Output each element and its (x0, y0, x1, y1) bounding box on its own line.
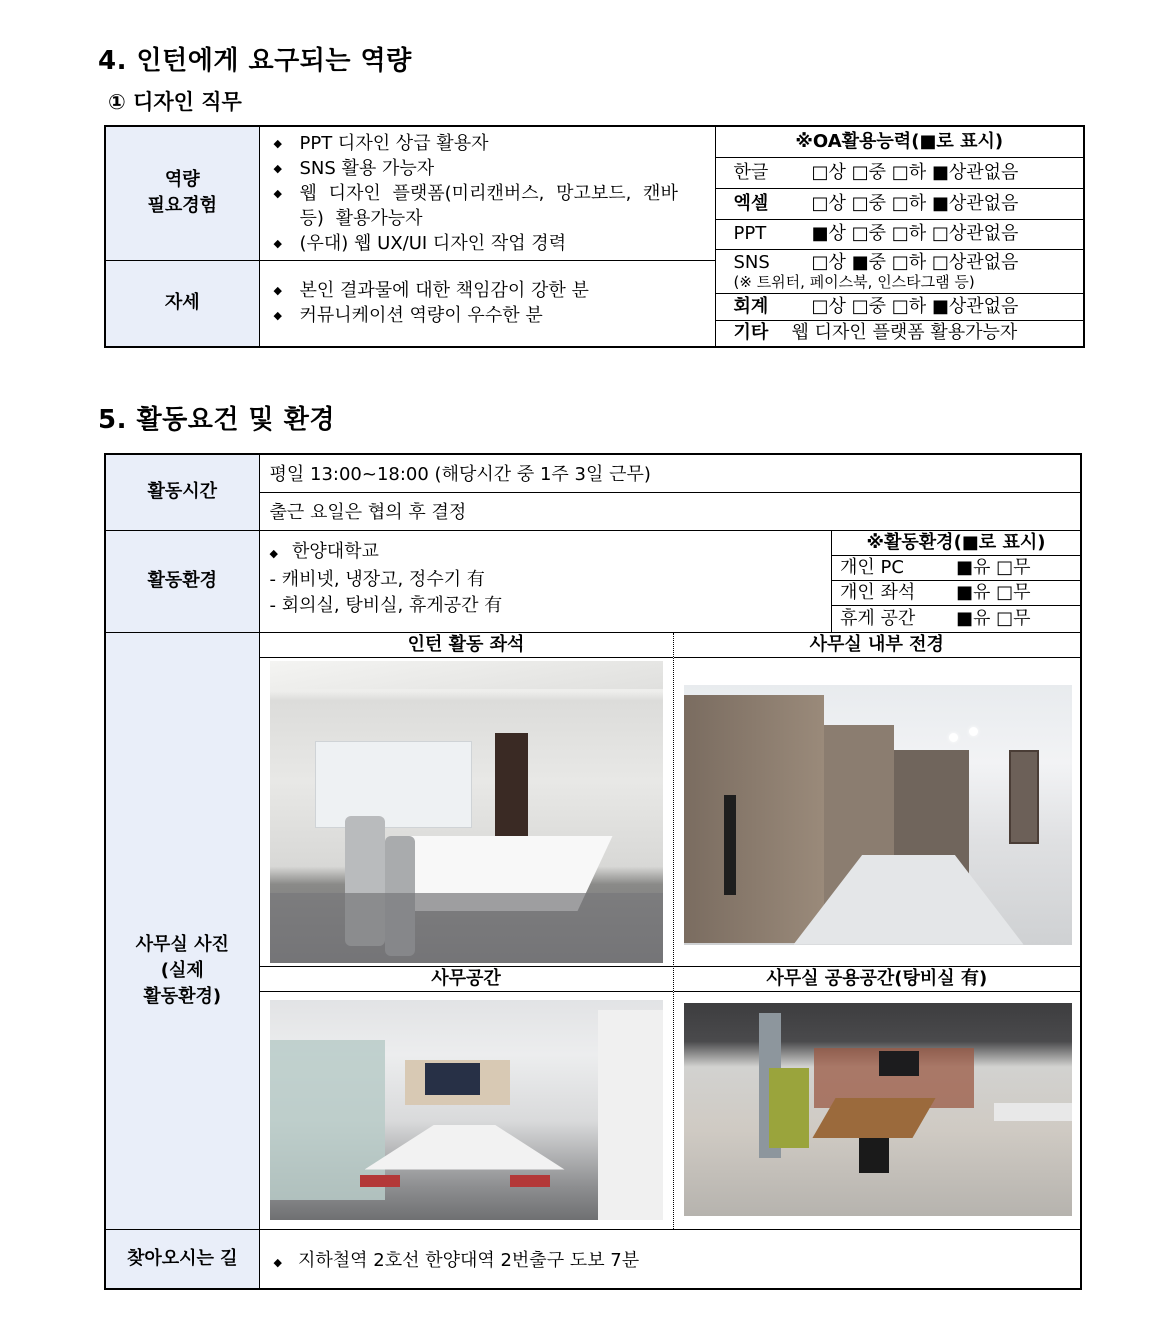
oa-row-other (716, 320, 1084, 346)
diamond-bullet-icon: ◆ (273, 1255, 282, 1269)
oa-value: □상 □중 □하 ■상관없음 (811, 161, 1019, 183)
bullet-item: ◆ 웹 디자인 플랫폼(미리캔버스, 망고보드, 캔바 등) 활용가능자 (274, 181, 701, 231)
directions-text: 지하철역 2호선 한양대역 2번출구 도보 7분 (297, 1249, 640, 1271)
label-line: 필요경험 (147, 195, 218, 217)
section-4-subtitle: ① 디자인 직무 (108, 90, 242, 114)
photo-caption: 사무실 공용공간(탕비실 有) (674, 966, 1081, 992)
hallway-photo (684, 685, 1072, 945)
hours-line-2: 출근 요일은 협의 후 결정 (259, 492, 1081, 530)
oa-value: □상 □중 □하 ■상관없음 (811, 295, 1019, 317)
bullet-item: ◆ (우대) 웹 UX/UI 디자인 작업 경력 (274, 231, 701, 256)
environment-cell (259, 530, 1081, 632)
bullet-item: ◆ 본인 결과물에 대한 책임감이 강한 분 (274, 278, 715, 303)
env-name: 개인 좌석 (840, 582, 916, 603)
oa-value: □상 ■중 □하 □상관없음 (811, 252, 1019, 273)
environment-check-panel (831, 531, 1080, 632)
row-label-experience (105, 126, 259, 260)
row-label-environment: 활동환경 (105, 530, 259, 632)
oa-name: 한글 (733, 161, 769, 183)
oa-row-accounting (716, 293, 1084, 320)
bullet-text: 한양대학교 (291, 540, 379, 562)
oa-skill-table (716, 127, 1084, 346)
env-row-pc (832, 556, 1080, 581)
oa-row-sns (716, 249, 1084, 293)
photo-caption: 사무실 내부 전경 (674, 633, 1081, 658)
label-line: 역량 (164, 169, 200, 191)
oa-name: 엑셀 (733, 192, 769, 214)
oa-value: □상 □중 □하 ■상관없음 (811, 192, 1019, 214)
environment-line: - 회의실, 탕비실, 휴게공간 有 (269, 594, 503, 616)
directions-cell (259, 1229, 1081, 1289)
experience-bullets (259, 126, 715, 260)
label-line: 활동환경) (143, 985, 222, 1007)
photo-caption: 사무공간 (260, 966, 673, 992)
environment-description (260, 531, 832, 632)
oa-name: SNS (733, 252, 770, 273)
oa-name: 회계 (733, 295, 769, 317)
environment-bullet (270, 539, 832, 567)
oa-row-ppt (716, 219, 1084, 249)
environment-table (104, 453, 1082, 1290)
bullet-item: ◆ SNS 활용 가능자 (274, 156, 701, 181)
environment-line: - 캐비넷, 냉장고, 정수기 有 (269, 568, 485, 590)
section-5-title: 5. 활동요건 및 환경 (98, 405, 335, 435)
env-value: ■유 □무 (956, 607, 1031, 629)
bullet-item: ◆ PPT 디자인 상급 활용자 (274, 131, 701, 156)
env-row-rest (832, 606, 1080, 632)
hours-line-1: 평일 13:00~18:00 (해당시간 중 1주 3일 근무) (259, 454, 1081, 492)
attitude-bullets (259, 260, 715, 347)
row-label-photos (105, 632, 259, 1229)
oa-note: (※ 트위터, 페이스북, 인스타그램 등) (733, 273, 975, 291)
oa-caption: ※OA활용능력(■로 표시) (716, 127, 1084, 157)
oa-name: 기타 (733, 322, 769, 344)
oa-skill-panel (715, 126, 1084, 347)
env-name: 개인 PC (840, 557, 904, 578)
row-label-attitude (105, 260, 259, 347)
environment-check-table (832, 531, 1080, 632)
competency-table (104, 125, 1085, 348)
section-4-title: 4. 인턴에게 요구되는 역량 (98, 46, 412, 76)
env-value: ■유 □무 (956, 582, 1031, 603)
lounge-photo (684, 1003, 1072, 1216)
diamond-bullet-icon: ◆ (269, 546, 278, 560)
meeting-room-photo (270, 661, 663, 963)
oa-row-excel (716, 188, 1084, 219)
row-label-hours: 활동시간 (105, 454, 259, 530)
env-value: ■유 □무 (956, 557, 1031, 578)
oa-row-hangul (716, 157, 1084, 188)
photo-divider (673, 633, 674, 1229)
conference-room-photo (270, 1000, 663, 1220)
env-caption: ※활동환경(■로 표시) (832, 531, 1080, 556)
photos-cell (259, 632, 1081, 1229)
label-line: 자세 (164, 292, 200, 314)
oa-name: PPT (733, 223, 767, 244)
bullet-item: ◆ 커뮤니케이션 역량이 우수한 분 (274, 303, 715, 328)
label-line: (실제 (160, 959, 204, 981)
label-line: 사무실 사진 (135, 933, 229, 955)
oa-value: ■상 □중 □하 □상관없음 (811, 223, 1019, 244)
env-row-seat (832, 581, 1080, 606)
env-name: 휴게 공간 (840, 607, 916, 629)
oa-value: 웹 디자인 플랫폼 활용가능자 (791, 322, 1018, 344)
row-label-directions: 찾아오시는 길 (105, 1229, 259, 1289)
photo-caption: 인턴 활동 좌석 (260, 633, 673, 658)
